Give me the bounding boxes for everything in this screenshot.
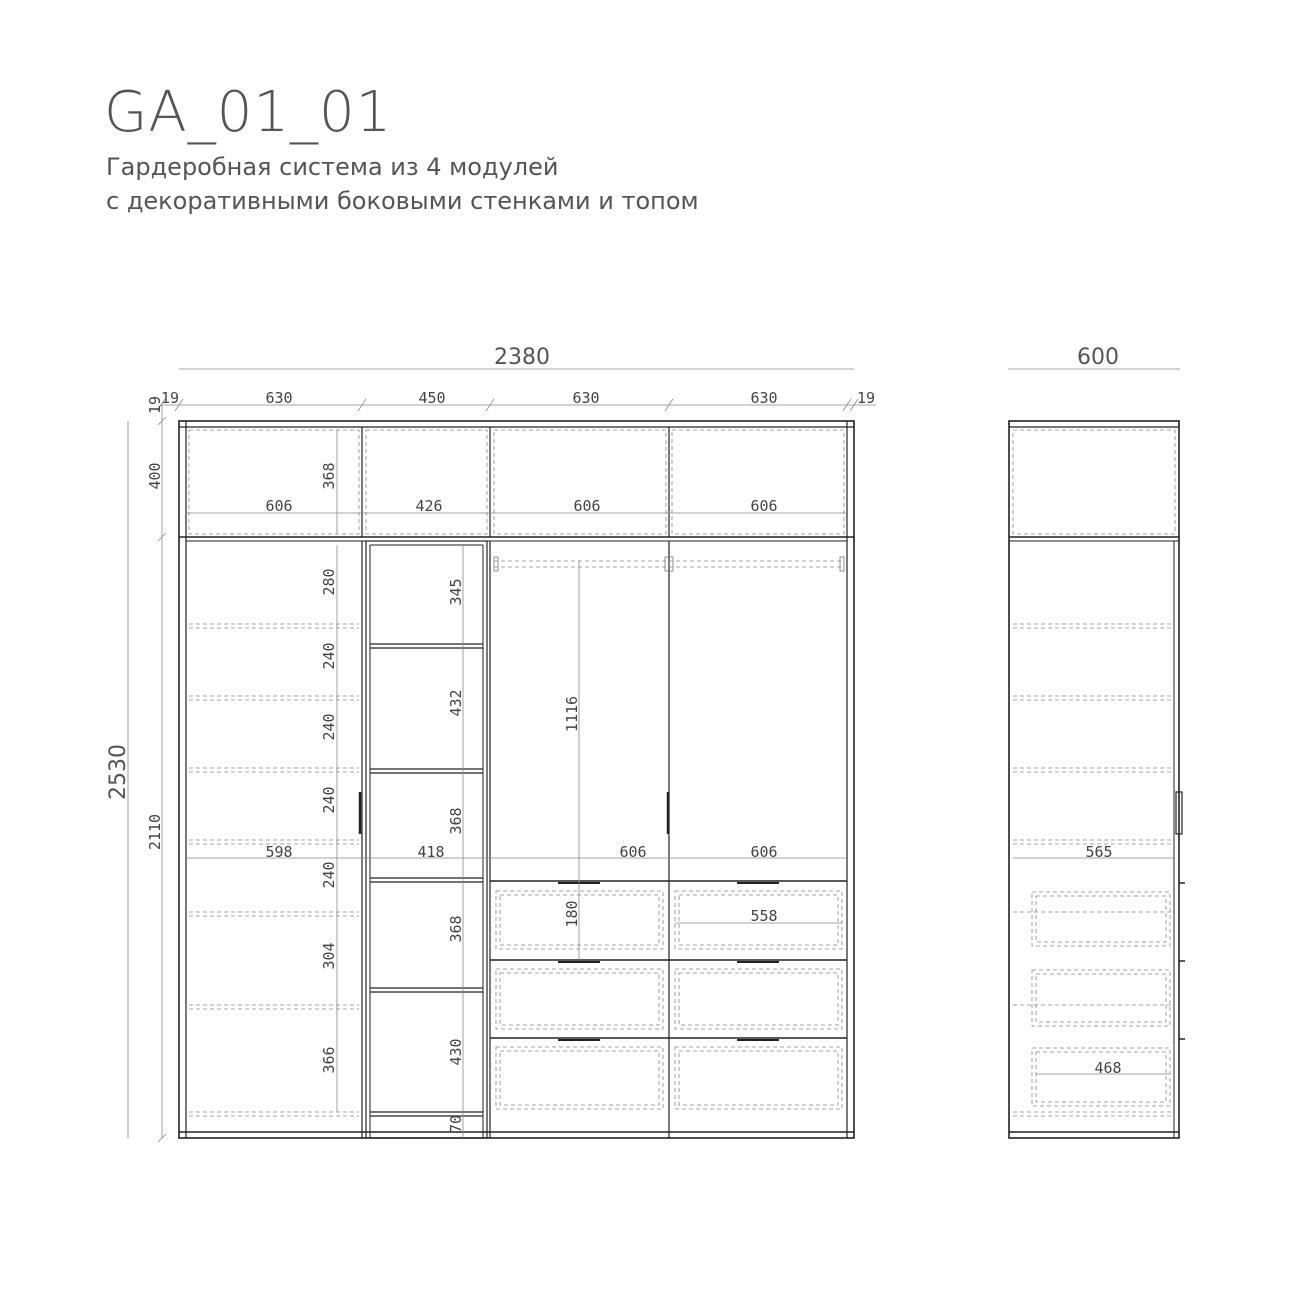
svg-text:630: 630 <box>750 389 778 407</box>
side-view <box>1008 345 1185 1138</box>
svg-text:630: 630 <box>572 389 600 407</box>
svg-text:606: 606 <box>750 843 778 861</box>
svg-text:280: 280 <box>320 568 338 596</box>
svg-text:558: 558 <box>750 907 778 925</box>
subtitle-line-1: Гардеробная система из 4 модулей <box>106 153 559 181</box>
svg-text:450: 450 <box>418 389 446 407</box>
depth-label: 600 <box>1077 345 1119 370</box>
svg-text:368: 368 <box>447 807 465 835</box>
svg-text:565: 565 <box>1085 843 1113 861</box>
svg-text:180: 180 <box>563 900 581 928</box>
svg-text:606: 606 <box>619 843 647 861</box>
svg-text:345: 345 <box>447 578 465 606</box>
svg-text:304: 304 <box>320 942 338 970</box>
svg-text:1116: 1116 <box>563 695 581 733</box>
svg-text:19: 19 <box>856 389 876 407</box>
svg-text:432: 432 <box>447 689 465 717</box>
svg-text:368: 368 <box>447 915 465 943</box>
svg-text:240: 240 <box>320 642 338 670</box>
svg-text:426: 426 <box>415 497 443 515</box>
svg-text:19: 19 <box>146 395 164 415</box>
svg-text:418: 418 <box>417 843 445 861</box>
svg-text:400: 400 <box>146 462 164 490</box>
svg-text:2110: 2110 <box>146 813 164 851</box>
drawing-title: GA_01_01 <box>104 80 393 145</box>
svg-text:19: 19 <box>160 389 180 407</box>
front-view <box>179 421 854 1138</box>
front-outer-frame <box>179 421 854 1138</box>
svg-text:70: 70 <box>447 1114 465 1134</box>
svg-text:240: 240 <box>320 861 338 889</box>
svg-text:468: 468 <box>1094 1059 1122 1077</box>
svg-text:430: 430 <box>447 1038 465 1066</box>
total-height-label: 2530 <box>106 744 131 800</box>
svg-text:606: 606 <box>750 497 778 515</box>
svg-text:240: 240 <box>320 713 338 741</box>
svg-text:606: 606 <box>573 497 601 515</box>
total-width-label: 2380 <box>494 345 550 370</box>
svg-text:240: 240 <box>320 786 338 814</box>
svg-text:606: 606 <box>265 497 293 515</box>
svg-text:598: 598 <box>265 843 293 861</box>
svg-text:366: 366 <box>320 1046 338 1074</box>
subtitle-line-2: с декоративными боковыми стенками и топом <box>106 187 699 215</box>
svg-text:368: 368 <box>320 462 338 490</box>
svg-text:630: 630 <box>265 389 293 407</box>
front-dimensions <box>128 369 876 1142</box>
